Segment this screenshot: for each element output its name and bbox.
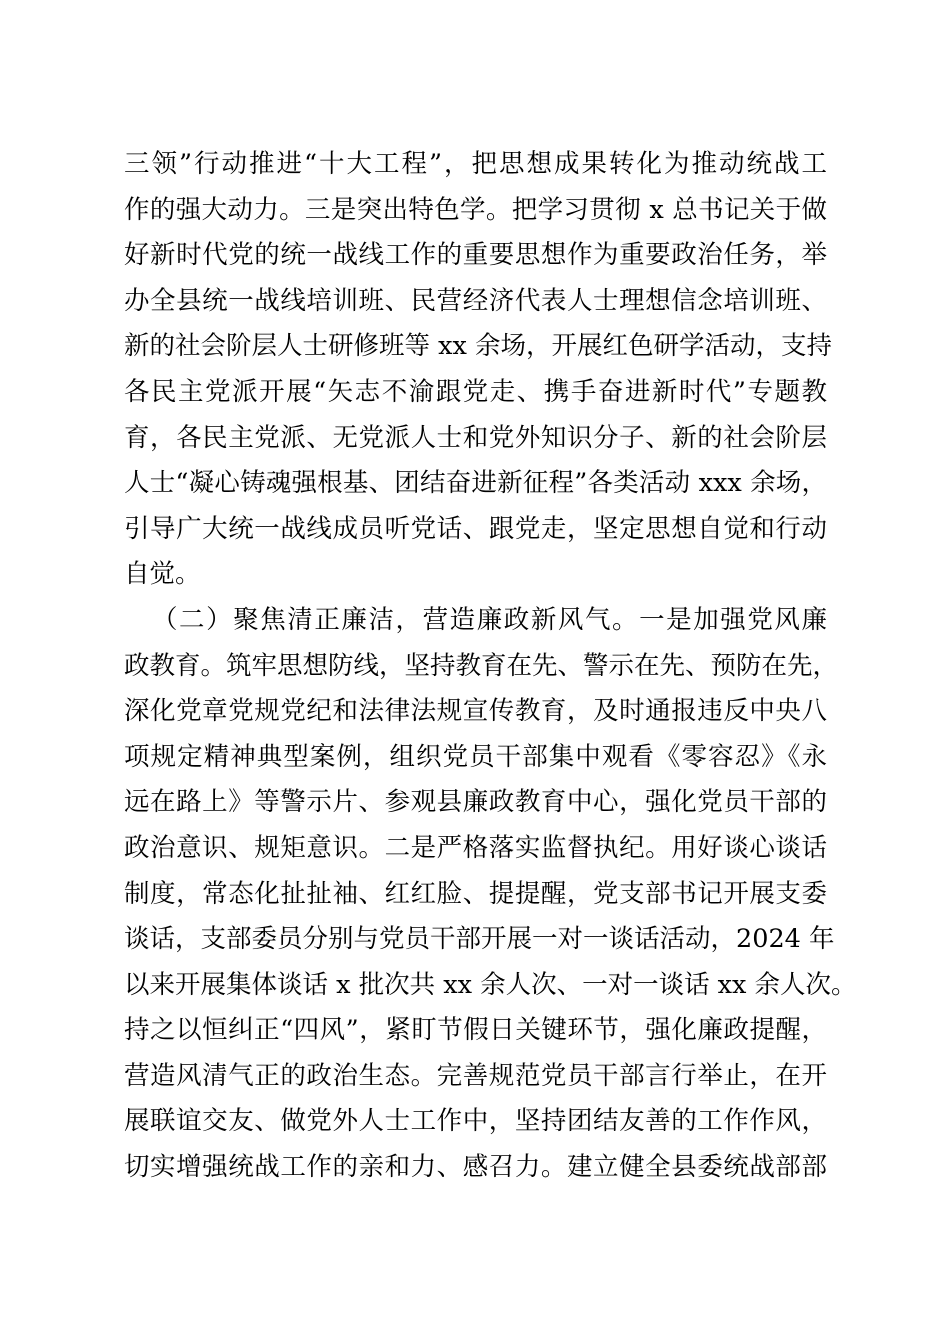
text-line: 营造风清气正的政治生态。完善规范党员干部言行举止，在开: [124, 1060, 827, 1091]
section-heading-line: （二）聚焦清正廉洁，营造廉政新风气。一是加强党风廉: [152, 604, 827, 635]
text-line: 深化党章党规党纪和法律法规宣传教育，及时通报违反中央八: [124, 696, 827, 727]
text-line: 办全县统一战线培训班、民营经济代表人士理想信念培训班、: [124, 285, 827, 316]
text-line: 育，各民主党派、无党派人士和党外知识分子、新的社会阶层: [124, 422, 827, 453]
text-line: 政治意识、规矩意识。二是严格落实监督执纪。用好谈心谈话: [124, 832, 827, 863]
text-line: 项规定精神典型案例，组织党员干部集中观看《零容忍》《永: [124, 741, 827, 772]
text-line: 自觉。: [124, 559, 201, 590]
text-line: 新的社会阶层人士研修班等 xx 余场，开展红色研学活动，支持: [124, 331, 832, 362]
text-line: 谈话，支部委员分别与党员干部开展一对一谈话活动，2024 年: [124, 924, 835, 955]
text-line: 切实增强统战工作的亲和力、感召力。建立健全县委统战部部: [124, 1152, 827, 1183]
text-line: 持之以恒纠正“四风”，紧盯节假日关键环节，强化廉政提醒，: [124, 1015, 827, 1046]
text-line: 作的强大动力。三是突出特色学。把学习贯彻 x 总书记关于做: [124, 194, 827, 225]
text-line: 远在路上》等警示片、参观县廉政教育中心，强化党员干部的: [124, 787, 827, 818]
text-line: 人士“凝心铸魂强根基、团结奋进新征程”各类活动 xxx 余场，: [124, 468, 827, 499]
text-line: 展联谊交友、做党外人士工作中，坚持团结友善的工作作风，: [124, 1106, 827, 1137]
text-line: 好新时代党的统一战线工作的重要思想作为重要政治任务，举: [124, 240, 827, 271]
text-line: 引导广大统一战线成员听党话、跟党走，坚定思想自觉和行动: [124, 513, 827, 544]
text-line: 政教育。筑牢思想防线，坚持教育在先、警示在先、预防在先，: [124, 650, 839, 681]
body-text: [124, 142, 857, 1191]
text-line: 以来开展集体谈话 x 批次共 xx 余人次、一对一谈话 xx 余人次。: [124, 969, 857, 1000]
text-line: 三领”行动推进“十大工程”，把思想成果转化为推动统战工: [124, 149, 827, 179]
text-line: 各民主党派开展“矢志不渝跟党走、携手奋进新时代”专题教: [124, 376, 827, 407]
text-line: 制度，常态化扯扯袖、红红脸、提提醒，党支部书记开展支委: [124, 878, 827, 909]
